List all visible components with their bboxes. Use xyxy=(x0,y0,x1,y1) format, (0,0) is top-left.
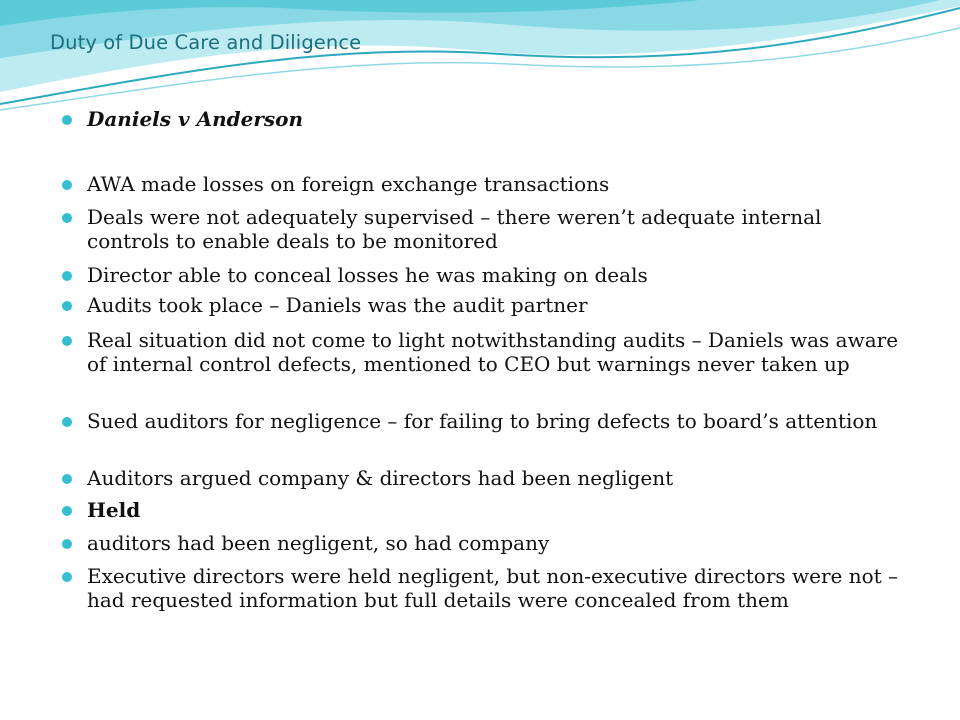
bullet-text: AWA made losses on foreign exchange transactions xyxy=(87,172,610,196)
bullet-text: Audits took place – Daniels was the audit partner xyxy=(87,293,588,317)
bullet-text: Auditors argued company & directors had been negligent xyxy=(87,466,674,490)
bullet-item xyxy=(87,108,907,132)
bullet-text: Deals were not adequately supervised – there weren’t adequate internal controls to enable deals to be monitored xyxy=(87,205,822,253)
bullet-item xyxy=(87,499,907,523)
bullet-dot-icon xyxy=(62,213,72,223)
bullet-dot-icon xyxy=(62,539,72,549)
bullet-dot-icon xyxy=(62,474,72,484)
bullet-item xyxy=(87,410,907,434)
bullet-item xyxy=(87,532,907,556)
bullet-item xyxy=(87,264,907,288)
bullet-text: Executive directors were held negligent, but non-executive directors were not – had requested information but full details were concealed from them xyxy=(87,564,899,612)
bullet-item xyxy=(87,467,907,491)
slide-title: Duty of Due Care and Diligence xyxy=(50,31,362,54)
bullet-dot-icon xyxy=(62,301,72,311)
bullet-dot-icon xyxy=(62,572,72,582)
bullet-text: Sued auditors for negligence – for failing to bring defects to board’s attention xyxy=(87,409,878,433)
bullet-dot-icon xyxy=(62,506,72,516)
bullet-item xyxy=(87,329,907,376)
bullet-item xyxy=(87,173,907,197)
bullet-text: Daniels v Anderson xyxy=(87,107,304,131)
bullet-text: auditors had been negligent, so had company xyxy=(87,531,550,555)
bullet-dot-icon xyxy=(62,180,72,190)
bullet-text: Director able to conceal losses he was making on deals xyxy=(87,263,648,287)
bullet-text: Held xyxy=(87,498,141,522)
bullet-dot-icon xyxy=(62,417,72,427)
bullet-dot-icon xyxy=(62,271,72,281)
bullet-item xyxy=(87,565,907,612)
bullet-dot-icon xyxy=(62,336,72,346)
bullet-text: Real situation did not come to light notwithstanding audits – Daniels was aware of internal control defects, mentioned to CEO but warnings never taken up xyxy=(87,328,899,376)
bullet-item xyxy=(87,206,907,253)
bullet-item xyxy=(87,294,907,318)
bullet-dot-icon xyxy=(62,115,72,125)
